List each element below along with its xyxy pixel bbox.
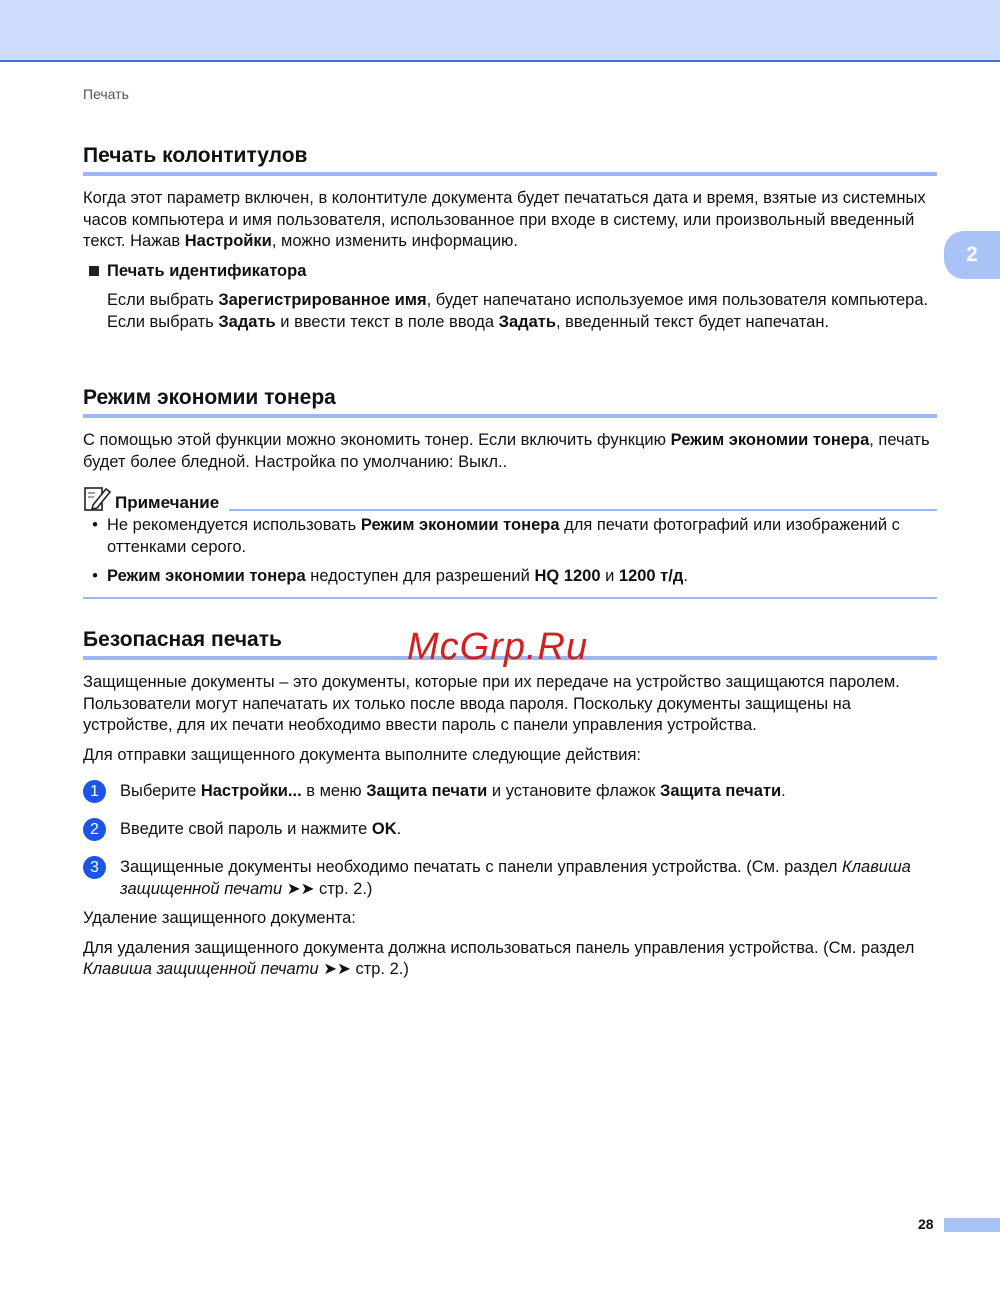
note-pencil-icon bbox=[83, 485, 111, 513]
section-title: Безопасная печать bbox=[83, 628, 937, 660]
paragraph: Когда этот параметр включен, в колонтитуле документа будет печататься дата и время, взятые из системных часов компьютера и имя пользователя, использованное при входе в систему, или произвольный введенный текст. Нажав Настройки, можно изменить информацию. bbox=[83, 189, 926, 250]
page-bar bbox=[944, 1218, 1000, 1232]
step-2: 2 Введите свой пароль и нажмите OK. bbox=[83, 819, 937, 841]
section-header-footer-print bbox=[83, 144, 937, 333]
section-secure-print bbox=[83, 628, 937, 981]
note-bullet: • Режим экономии тонера недоступен для разрешений HQ 1200 и 1200 т/д. bbox=[92, 567, 688, 585]
paragraph: С помощью этой функции можно экономить тонер. Если включить функцию Режим экономии тонера, печать будет более бледной. Настройка по умолчанию: Выкл.. bbox=[83, 431, 930, 471]
step-1: 1 Выберите Настройки... в меню Защита печати и установите флажок Защита печати. bbox=[83, 781, 937, 803]
step-3: 3 Защищенные документы необходимо печатать с панели управления устройства. (См. раздел Клавиша защищенной печати ➤➤ стр. 2.) bbox=[83, 857, 937, 900]
divider bbox=[229, 509, 937, 511]
step-number-icon: 1 bbox=[83, 780, 106, 803]
square-bullet-icon bbox=[89, 266, 99, 276]
note-header bbox=[83, 485, 937, 513]
paragraph: Для удаления защищенного документа должна использоваться панель управления устройства. (См. раздел Клавиша защищенной печати ➤➤ стр. 2.) bbox=[83, 938, 915, 978]
page-number: 28 bbox=[918, 1216, 934, 1232]
section-title: Печать колонтитулов bbox=[83, 144, 937, 176]
section-title: Режим экономии тонера bbox=[83, 386, 937, 418]
section-toner-save bbox=[83, 386, 937, 599]
step-number-icon: 3 bbox=[83, 856, 106, 879]
breadcrumb: Печать bbox=[83, 86, 129, 102]
watermark: McGrp.Ru bbox=[407, 626, 589, 668]
paragraph: Защищенные документы – это документы, которые при их передаче на устройство защищаются паролем. Пользователи могут напечатать их только после ввода пароля. Поскольку документы защищены на устройстве, для их печати необходимо ввести пароль с панели управления устройства. bbox=[83, 673, 900, 734]
link-secure-print-key[interactable]: Клавиша защищенной печати bbox=[120, 858, 911, 898]
paragraph: Если выбрать Зарегистрированное имя, будет напечатано используемое имя пользователя компьютера. Если выбрать Задать и ввести текст в поле ввода Задать, введенный текст будет напечатан. bbox=[107, 291, 929, 331]
step-number-icon: 2 bbox=[83, 818, 106, 841]
note-bullet: • Не рекомендуется использовать Режим экономии тонера для печати фотографий или изображений с оттенками серого. bbox=[92, 516, 900, 556]
paragraph: Для отправки защищенного документа выполните следующие действия: bbox=[83, 745, 642, 764]
subheading: Печать идентификатора bbox=[83, 261, 937, 283]
link-secure-print-key[interactable]: Клавиша защищенной печати bbox=[83, 960, 319, 978]
note-label: Примечание bbox=[115, 493, 220, 512]
header-band bbox=[0, 0, 1000, 62]
chapter-tab: 2 bbox=[944, 231, 1000, 279]
paragraph: Удаление защищенного документа: bbox=[83, 909, 356, 927]
note-end-divider bbox=[83, 597, 937, 599]
